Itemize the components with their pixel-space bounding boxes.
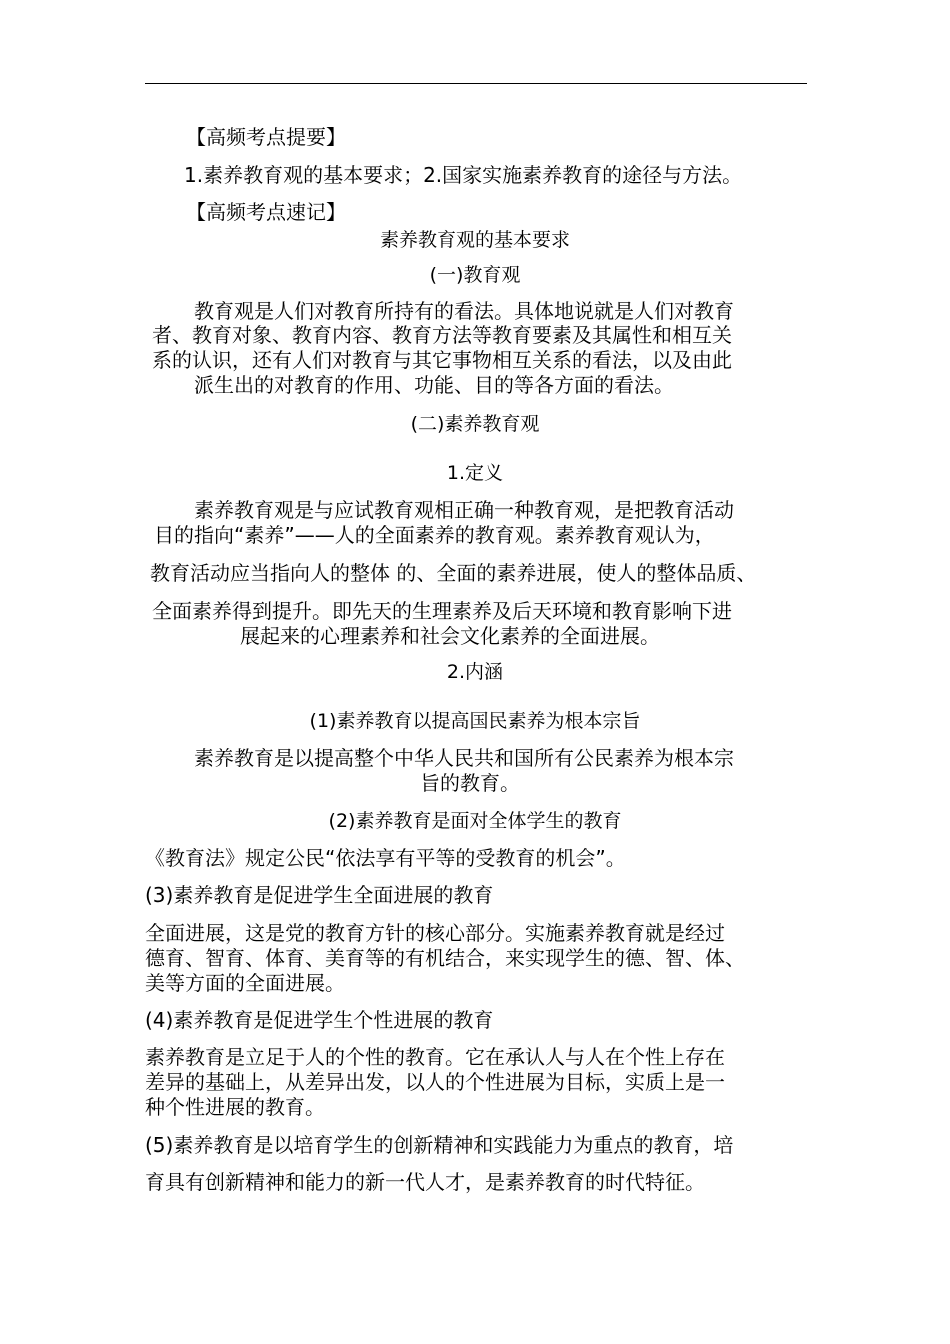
section1-line: 教育观是人们对教育所持有的看法。具体地说就是人们对教育 bbox=[194, 299, 734, 323]
definition-line: 展起来的心理素养和社会文化素养的全面进展。 bbox=[240, 624, 660, 648]
tips-content: 1.素养教育观的基本要求；2.国家实施素养教育的途径与方法。 bbox=[184, 163, 743, 187]
p5-line: 育具有创新精神和能力的新一代人才，是素养教育的时代特征。 bbox=[145, 1170, 705, 1194]
memo-title: 【高频考点速记】 bbox=[186, 200, 346, 224]
p5-line: (5)素养教育是以培育学生的创新精神和实践能力为重点的教育，培 bbox=[145, 1133, 734, 1157]
definition-line: 教育活动应当指向人的整体 的、全面的素养进展，使人的整体品质、 bbox=[150, 561, 757, 585]
p2-heading: (2)素养教育是面对全体学生的教育 bbox=[328, 810, 622, 832]
section1-line: 者、教育对象、教育内容、教育方法等教育要素及其属性和相互关 bbox=[152, 323, 732, 347]
p1-heading: (1)素养教育以提高国民素养为根本宗旨 bbox=[309, 710, 641, 732]
p3-line: 美等方面的全面进展。 bbox=[145, 971, 345, 995]
section1-line: 系的认识，还有人们对教育与其它事物相互关系的看法，以及由此 bbox=[152, 348, 732, 372]
p4-line: 差异的基础上，从差异出发，以人的个性进展为目标，实质上是一 bbox=[145, 1070, 725, 1094]
p4-line: 种个性进展的教育。 bbox=[145, 1095, 325, 1119]
definition-heading: 1.定义 bbox=[446, 462, 504, 484]
definition-line: 素养教育观是与应试教育观相正确一种教育观，是把教育活动 bbox=[194, 498, 734, 522]
p3-line: 全面进展，这是党的教育方针的核心部分。实施素养教育就是经过 bbox=[145, 921, 725, 945]
p3-line: 德育、智育、体育、美育等的有机结合，来实现学生的德、智、体、 bbox=[145, 946, 745, 970]
doc-title: 素养教育观的基本要求 bbox=[379, 229, 570, 251]
tips-title: 【高频考点提要】 bbox=[186, 125, 346, 149]
p3-heading: (3)素养教育是促进学生全面进展的教育 bbox=[145, 883, 494, 907]
p4-line: 素养教育是立足于人的个性的教育。它在承认人与人在个性上存在 bbox=[145, 1045, 725, 1069]
definition-line: 全面素养得到提升。即先天的生理素养及后天环境和教育影响下进 bbox=[152, 599, 732, 623]
connotation-heading: 2.内涵 bbox=[446, 661, 504, 683]
section1-line: 派生出的对教育的作用、功能、目的等各方面的看法。 bbox=[194, 373, 674, 397]
header-rule bbox=[145, 83, 807, 84]
p1-line: 旨的教育。 bbox=[420, 771, 520, 795]
p2-line: 《教育法》规定公民“依法享有平等的受教育的机会”。 bbox=[145, 846, 626, 870]
definition-line: 目的指向“素养”——人的全面素养的教育观。素养教育观认为， bbox=[154, 523, 715, 547]
section1-heading: (一)教育观 bbox=[429, 264, 521, 286]
section2-heading: (二)素养教育观 bbox=[410, 413, 540, 435]
p1-line: 素养教育是以提高整个中华人民共和国所有公民素养为根本宗 bbox=[194, 746, 734, 770]
p4-heading: (4)素养教育是促进学生个性进展的教育 bbox=[145, 1008, 494, 1032]
